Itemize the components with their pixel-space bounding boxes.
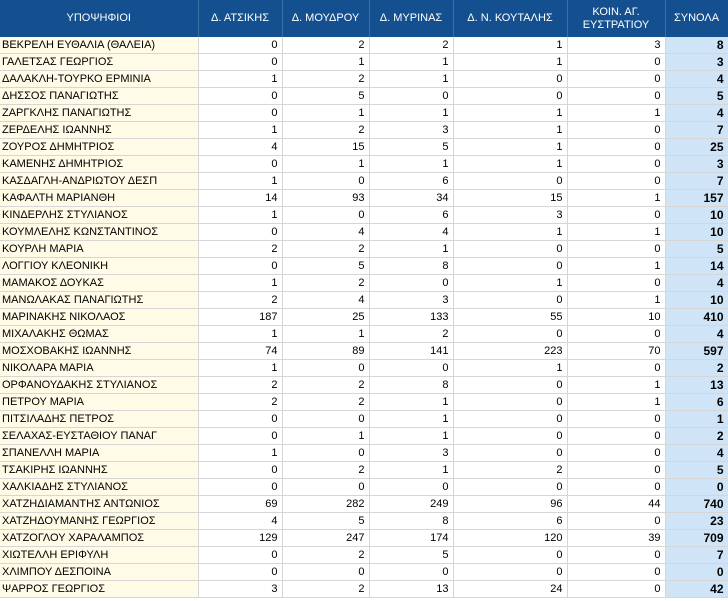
- votes-moudros-cell: 0: [282, 173, 369, 190]
- votes-atsiki-cell: 0: [198, 54, 282, 71]
- votes-myrina-cell: 2: [369, 326, 453, 343]
- votes-moudros-cell: 247: [282, 530, 369, 547]
- table-row: [0, 479, 728, 496]
- votes-atsiki-cell: 3: [198, 581, 282, 598]
- votes-nea-koutali-cell: 0: [453, 564, 567, 581]
- votes-agios-efstratios-cell: 1: [567, 377, 665, 394]
- table-row: [0, 173, 728, 190]
- votes-nea-koutali-cell: 1: [453, 139, 567, 156]
- total-votes-cell: 410: [665, 309, 728, 326]
- votes-atsiki-cell: 1: [198, 326, 282, 343]
- votes-moudros-cell: 2: [282, 462, 369, 479]
- table-row: [0, 343, 728, 360]
- votes-myrina-cell: 0: [369, 564, 453, 581]
- table-row: [0, 139, 728, 156]
- table-row: [0, 360, 728, 377]
- votes-myrina-cell: 5: [369, 139, 453, 156]
- votes-nea-koutali-cell: 0: [453, 173, 567, 190]
- total-votes-cell: 157: [665, 190, 728, 207]
- votes-myrina-cell: 1: [369, 411, 453, 428]
- votes-moudros-cell: 5: [282, 258, 369, 275]
- votes-nea-koutali-cell: 0: [453, 326, 567, 343]
- votes-moudros-cell: 0: [282, 564, 369, 581]
- votes-moudros-cell: 2: [282, 37, 369, 54]
- header-total: ΣΥΝΟΛΑ: [665, 0, 728, 37]
- votes-myrina-cell: 1: [369, 54, 453, 71]
- total-votes-cell: 25: [665, 139, 728, 156]
- table-row: [0, 122, 728, 139]
- votes-nea-koutali-cell: 1: [453, 122, 567, 139]
- table-row: [0, 547, 728, 564]
- votes-myrina-cell: 174: [369, 530, 453, 547]
- votes-moudros-cell: 2: [282, 547, 369, 564]
- votes-moudros-cell: 5: [282, 513, 369, 530]
- votes-nea-koutali-cell: 1: [453, 156, 567, 173]
- votes-atsiki-cell: 2: [198, 377, 282, 394]
- votes-myrina-cell: 1: [369, 462, 453, 479]
- votes-agios-efstratios-cell: 1: [567, 394, 665, 411]
- votes-moudros-cell: 89: [282, 343, 369, 360]
- table-row: [0, 275, 728, 292]
- header-moudros: Δ. ΜΟΥΔΡΟΥ: [282, 0, 369, 37]
- votes-myrina-cell: 0: [369, 479, 453, 496]
- votes-atsiki-cell: 0: [198, 479, 282, 496]
- votes-atsiki-cell: 4: [198, 513, 282, 530]
- table-row: [0, 581, 728, 598]
- total-votes-cell: 4: [665, 326, 728, 343]
- table-row: [0, 207, 728, 224]
- table-body: [0, 37, 728, 598]
- candidate-name-cell: ΝΙΚΟΛΑΡΑ ΜΑΡΙΑ: [0, 360, 198, 377]
- candidate-name-cell: ΚΟΥΡΛΗ ΜΑΡΙΑ: [0, 241, 198, 258]
- votes-moudros-cell: 0: [282, 479, 369, 496]
- votes-moudros-cell: 2: [282, 241, 369, 258]
- votes-agios-efstratios-cell: 0: [567, 139, 665, 156]
- votes-atsiki-cell: 2: [198, 394, 282, 411]
- votes-atsiki-cell: 4: [198, 139, 282, 156]
- table-row: [0, 54, 728, 71]
- votes-myrina-cell: 8: [369, 258, 453, 275]
- votes-moudros-cell: 2: [282, 581, 369, 598]
- votes-myrina-cell: 8: [369, 377, 453, 394]
- candidate-name-cell: ΧΑΤΖΗΔΙΑΜΑΝΤΗΣ ΑΝΤΩΝΙΟΣ: [0, 496, 198, 513]
- table-row: [0, 513, 728, 530]
- candidate-name-cell: ΠΕΤΡΟΥ ΜΑΡΙΑ: [0, 394, 198, 411]
- votes-nea-koutali-cell: 1: [453, 224, 567, 241]
- votes-nea-koutali-cell: 1: [453, 54, 567, 71]
- votes-atsiki-cell: 0: [198, 258, 282, 275]
- votes-agios-efstratios-cell: 0: [567, 360, 665, 377]
- votes-nea-koutali-cell: 2: [453, 462, 567, 479]
- votes-myrina-cell: 249: [369, 496, 453, 513]
- votes-agios-efstratios-cell: 0: [567, 462, 665, 479]
- votes-myrina-cell: 3: [369, 292, 453, 309]
- votes-agios-efstratios-cell: 10: [567, 309, 665, 326]
- votes-nea-koutali-cell: 0: [453, 258, 567, 275]
- votes-agios-efstratios-cell: 0: [567, 581, 665, 598]
- votes-nea-koutali-cell: 0: [453, 71, 567, 88]
- total-votes-cell: 7: [665, 173, 728, 190]
- table-row: [0, 564, 728, 581]
- table-row: [0, 530, 728, 547]
- votes-agios-efstratios-cell: 39: [567, 530, 665, 547]
- candidate-name-cell: ΧΑΤΖΟΓΛΟΥ ΧΑΡΑΛΑΜΠΟΣ: [0, 530, 198, 547]
- total-votes-cell: 2: [665, 428, 728, 445]
- votes-agios-efstratios-cell: 0: [567, 173, 665, 190]
- total-votes-cell: 3: [665, 54, 728, 71]
- candidate-name-cell: ΖΑΡΓΚΛΗΣ ΠΑΝΑΓΙΩΤΗΣ: [0, 105, 198, 122]
- votes-atsiki-cell: 2: [198, 292, 282, 309]
- votes-myrina-cell: 1: [369, 71, 453, 88]
- votes-nea-koutali-cell: 0: [453, 479, 567, 496]
- votes-myrina-cell: 0: [369, 275, 453, 292]
- votes-moudros-cell: 4: [282, 224, 369, 241]
- votes-atsiki-cell: 0: [198, 564, 282, 581]
- votes-myrina-cell: 0: [369, 88, 453, 105]
- votes-nea-koutali-cell: 6: [453, 513, 567, 530]
- votes-agios-efstratios-cell: 0: [567, 479, 665, 496]
- votes-atsiki-cell: 0: [198, 411, 282, 428]
- votes-myrina-cell: 1: [369, 241, 453, 258]
- votes-atsiki-cell: 0: [198, 547, 282, 564]
- votes-agios-efstratios-cell: 0: [567, 241, 665, 258]
- total-votes-cell: 7: [665, 122, 728, 139]
- votes-agios-efstratios-cell: 0: [567, 54, 665, 71]
- votes-moudros-cell: 282: [282, 496, 369, 513]
- header-atsiki: Δ. ΑΤΣΙΚΗΣ: [198, 0, 282, 37]
- votes-moudros-cell: 1: [282, 156, 369, 173]
- votes-moudros-cell: 1: [282, 105, 369, 122]
- total-votes-cell: 10: [665, 207, 728, 224]
- total-votes-cell: 6: [665, 394, 728, 411]
- votes-agios-efstratios-cell: 0: [567, 513, 665, 530]
- votes-agios-efstratios-cell: 0: [567, 71, 665, 88]
- table-row: [0, 309, 728, 326]
- votes-agios-efstratios-cell: 0: [567, 207, 665, 224]
- votes-agios-efstratios-cell: 1: [567, 258, 665, 275]
- votes-atsiki-cell: 1: [198, 275, 282, 292]
- votes-moudros-cell: 0: [282, 411, 369, 428]
- table-row: [0, 190, 728, 207]
- candidate-name-cell: ΚΑΣΔΑΓΛΗ-ΑΝΔΡΙΩΤΟΥ ΔΕΣΠ: [0, 173, 198, 190]
- table-row: [0, 37, 728, 54]
- candidate-name-cell: ΚΟΥΜΛΕΛΗΣ ΚΩΝΣΤΑΝΤΙΝΟΣ: [0, 224, 198, 241]
- votes-moudros-cell: 4: [282, 292, 369, 309]
- votes-moudros-cell: 2: [282, 275, 369, 292]
- votes-agios-efstratios-cell: 0: [567, 428, 665, 445]
- votes-myrina-cell: 141: [369, 343, 453, 360]
- total-votes-cell: 1: [665, 411, 728, 428]
- votes-atsiki-cell: 2: [198, 241, 282, 258]
- total-votes-cell: 4: [665, 275, 728, 292]
- candidate-name-cell: ΚΑΜΕΝΗΣ ΔΗΜΗΤΡΙΟΣ: [0, 156, 198, 173]
- votes-moudros-cell: 93: [282, 190, 369, 207]
- candidate-name-cell: ΓΑΛΕΤΣΑΣ ΓΕΩΡΓΙΟΣ: [0, 54, 198, 71]
- votes-atsiki-cell: 1: [198, 445, 282, 462]
- header-nea-koutali: Δ. Ν. ΚΟΥΤΑΛΗΣ: [453, 0, 567, 37]
- candidate-name-cell: ΜΟΣΧΟΒΑΚΗΣ ΙΩΑΝΝΗΣ: [0, 343, 198, 360]
- total-votes-cell: 2: [665, 360, 728, 377]
- total-votes-cell: 23: [665, 513, 728, 530]
- candidate-name-cell: ΜΙΧΑΛΑΚΗΣ ΘΩΜΑΣ: [0, 326, 198, 343]
- votes-moudros-cell: 2: [282, 394, 369, 411]
- votes-moudros-cell: 2: [282, 122, 369, 139]
- candidate-name-cell: ΨΑΡΡΟΣ ΓΕΩΡΓΙΟΣ: [0, 581, 198, 598]
- votes-myrina-cell: 4: [369, 224, 453, 241]
- votes-nea-koutali-cell: 0: [453, 394, 567, 411]
- candidate-name-cell: ΜΑΝΩΛΑΚΑΣ ΠΑΝΑΓΙΩΤΗΣ: [0, 292, 198, 309]
- votes-atsiki-cell: 1: [198, 173, 282, 190]
- votes-agios-efstratios-cell: 0: [567, 547, 665, 564]
- table-row: [0, 224, 728, 241]
- votes-atsiki-cell: 0: [198, 37, 282, 54]
- votes-moudros-cell: 5: [282, 88, 369, 105]
- candidate-name-cell: ΟΡΦΑΝΟΥΔΑΚΗΣ ΣΤΥΛΙΑΝΟΣ: [0, 377, 198, 394]
- votes-myrina-cell: 3: [369, 122, 453, 139]
- votes-atsiki-cell: 0: [198, 462, 282, 479]
- candidate-name-cell: ΜΑΜΑΚΟΣ ΔΟΥΚΑΣ: [0, 275, 198, 292]
- total-votes-cell: 10: [665, 224, 728, 241]
- votes-nea-koutali-cell: 1: [453, 275, 567, 292]
- candidate-name-cell: ΧΛΙΜΠΟΥ ΔΕΣΠΟΙΝΑ: [0, 564, 198, 581]
- votes-myrina-cell: 13: [369, 581, 453, 598]
- votes-nea-koutali-cell: 0: [453, 241, 567, 258]
- votes-atsiki-cell: 1: [198, 71, 282, 88]
- candidate-name-cell: ΚΑΦΑΛΤΗ ΜΑΡΙΑΝΘΗ: [0, 190, 198, 207]
- votes-agios-efstratios-cell: 70: [567, 343, 665, 360]
- votes-agios-efstratios-cell: 1: [567, 190, 665, 207]
- table-row: [0, 241, 728, 258]
- votes-atsiki-cell: 0: [198, 156, 282, 173]
- total-votes-cell: 4: [665, 105, 728, 122]
- table-row: [0, 88, 728, 105]
- votes-nea-koutali-cell: 0: [453, 445, 567, 462]
- total-votes-cell: 5: [665, 88, 728, 105]
- votes-moudros-cell: 1: [282, 54, 369, 71]
- table-row: [0, 428, 728, 445]
- table-row: [0, 445, 728, 462]
- votes-agios-efstratios-cell: 1: [567, 105, 665, 122]
- total-votes-cell: 7: [665, 547, 728, 564]
- votes-atsiki-cell: 0: [198, 428, 282, 445]
- votes-nea-koutali-cell: 0: [453, 547, 567, 564]
- votes-nea-koutali-cell: 0: [453, 88, 567, 105]
- votes-nea-koutali-cell: 55: [453, 309, 567, 326]
- votes-moudros-cell: 0: [282, 445, 369, 462]
- votes-nea-koutali-cell: 120: [453, 530, 567, 547]
- votes-agios-efstratios-cell: 0: [567, 411, 665, 428]
- votes-atsiki-cell: 129: [198, 530, 282, 547]
- votes-agios-efstratios-cell: 0: [567, 445, 665, 462]
- total-votes-cell: 709: [665, 530, 728, 547]
- votes-agios-efstratios-cell: 0: [567, 156, 665, 173]
- table-row: [0, 496, 728, 513]
- candidate-name-cell: ΠΙΤΣΙΛΑΔΗΣ ΠΕΤΡΟΣ: [0, 411, 198, 428]
- table-row: [0, 326, 728, 343]
- votes-nea-koutali-cell: 1: [453, 360, 567, 377]
- votes-moudros-cell: 0: [282, 360, 369, 377]
- votes-nea-koutali-cell: 0: [453, 428, 567, 445]
- table-row: [0, 71, 728, 88]
- votes-nea-koutali-cell: 0: [453, 377, 567, 394]
- header-agios-efstratios: [567, 0, 665, 37]
- candidate-name-cell: ΛΟΓΓΙΟΥ ΚΛΕΟΝΙΚΗ: [0, 258, 198, 275]
- votes-moudros-cell: 25: [282, 309, 369, 326]
- total-votes-cell: 10: [665, 292, 728, 309]
- votes-myrina-cell: 34: [369, 190, 453, 207]
- total-votes-cell: 5: [665, 462, 728, 479]
- votes-atsiki-cell: 1: [198, 360, 282, 377]
- votes-nea-koutali-cell: 3: [453, 207, 567, 224]
- total-votes-cell: 740: [665, 496, 728, 513]
- table-row: [0, 156, 728, 173]
- votes-atsiki-cell: 69: [198, 496, 282, 513]
- votes-myrina-cell: 5: [369, 547, 453, 564]
- votes-nea-koutali-cell: 96: [453, 496, 567, 513]
- votes-atsiki-cell: 0: [198, 105, 282, 122]
- candidate-name-cell: ΧΑΛΚΙΑΔΗΣ ΣΤΥΛΙΑΝΟΣ: [0, 479, 198, 496]
- total-votes-cell: 0: [665, 564, 728, 581]
- candidate-name-cell: ΣΕΛΑΧΑΣ-ΕΥΣΤΑΘΙΟΥ ΠΑΝΑΓ: [0, 428, 198, 445]
- total-votes-cell: 14: [665, 258, 728, 275]
- votes-myrina-cell: 1: [369, 156, 453, 173]
- total-votes-cell: 3: [665, 156, 728, 173]
- votes-agios-efstratios-cell: 1: [567, 224, 665, 241]
- votes-atsiki-cell: 187: [198, 309, 282, 326]
- total-votes-cell: 597: [665, 343, 728, 360]
- votes-moudros-cell: 2: [282, 71, 369, 88]
- header-agios-efstratios-line1: ΚΟΙΝ. ΑΓ.: [592, 5, 640, 18]
- votes-moudros-cell: 2: [282, 377, 369, 394]
- candidate-name-cell: ΚΙΝΔΕΡΛΗΣ ΣΤΥΛΙΑΝΟΣ: [0, 207, 198, 224]
- table-row: [0, 377, 728, 394]
- votes-myrina-cell: 133: [369, 309, 453, 326]
- total-votes-cell: 42: [665, 581, 728, 598]
- votes-agios-efstratios-cell: 0: [567, 326, 665, 343]
- candidate-name-cell: ΧΑΤΖΗΔΟΥΜΑΝΗΣ ΓΕΩΡΓΙΟΣ: [0, 513, 198, 530]
- header-agios-efstratios-line2: ΕΥΣΤΡΑΤΙΟΥ: [582, 18, 650, 31]
- votes-atsiki-cell: 0: [198, 88, 282, 105]
- votes-agios-efstratios-cell: 0: [567, 275, 665, 292]
- votes-nea-koutali-cell: 223: [453, 343, 567, 360]
- votes-atsiki-cell: 0: [198, 224, 282, 241]
- votes-nea-koutali-cell: 0: [453, 411, 567, 428]
- votes-myrina-cell: 6: [369, 207, 453, 224]
- table-row: [0, 258, 728, 275]
- header-row: [0, 0, 728, 37]
- votes-agios-efstratios-cell: 3: [567, 37, 665, 54]
- votes-agios-efstratios-cell: 0: [567, 122, 665, 139]
- votes-myrina-cell: 1: [369, 428, 453, 445]
- votes-atsiki-cell: 1: [198, 207, 282, 224]
- votes-myrina-cell: 1: [369, 394, 453, 411]
- votes-myrina-cell: 6: [369, 173, 453, 190]
- votes-atsiki-cell: 74: [198, 343, 282, 360]
- votes-moudros-cell: 1: [282, 326, 369, 343]
- candidate-name-cell: ΤΣΑΚΙΡΗΣ ΙΩΑΝΝΗΣ: [0, 462, 198, 479]
- votes-atsiki-cell: 1: [198, 122, 282, 139]
- total-votes-cell: 0: [665, 479, 728, 496]
- header-candidates: ΥΠΟΨΗΦΙΟΙ: [0, 0, 198, 37]
- votes-agios-efstratios-cell: 0: [567, 88, 665, 105]
- candidate-name-cell: ΜΑΡΙΝΑΚΗΣ ΝΙΚΟΛΑΟΣ: [0, 309, 198, 326]
- votes-atsiki-cell: 14: [198, 190, 282, 207]
- votes-moudros-cell: 0: [282, 207, 369, 224]
- total-votes-cell: 8: [665, 37, 728, 54]
- candidate-name-cell: ΖΟΥΡΟΣ ΔΗΜΗΤΡΙΟΣ: [0, 139, 198, 156]
- table-row: [0, 292, 728, 309]
- votes-myrina-cell: 1: [369, 105, 453, 122]
- votes-agios-efstratios-cell: 44: [567, 496, 665, 513]
- votes-nea-koutali-cell: 15: [453, 190, 567, 207]
- candidate-name-cell: ΣΠΑΝΕΛΛΗ ΜΑΡΙΑ: [0, 445, 198, 462]
- table-row: [0, 462, 728, 479]
- votes-myrina-cell: 0: [369, 360, 453, 377]
- votes-nea-koutali-cell: 0: [453, 292, 567, 309]
- votes-nea-koutali-cell: 24: [453, 581, 567, 598]
- votes-myrina-cell: 2: [369, 37, 453, 54]
- total-votes-cell: 5: [665, 241, 728, 258]
- votes-nea-koutali-cell: 1: [453, 37, 567, 54]
- table-row: [0, 105, 728, 122]
- votes-nea-koutali-cell: 1: [453, 105, 567, 122]
- candidate-name-cell: ΒΕΚΡΕΛΗ ΕΥΘΑΛΙΑ (ΘΑΛΕΙΑ): [0, 37, 198, 54]
- candidate-name-cell: ΔΗΣΣΟΣ ΠΑΝΑΓΙΩΤΗΣ: [0, 88, 198, 105]
- votes-moudros-cell: 15: [282, 139, 369, 156]
- candidate-name-cell: ΧΙΩΤΕΛΛΗ ΕΡΙΦΥΛΗ: [0, 547, 198, 564]
- total-votes-cell: 13: [665, 377, 728, 394]
- votes-myrina-cell: 3: [369, 445, 453, 462]
- total-votes-cell: 4: [665, 445, 728, 462]
- votes-agios-efstratios-cell: 0: [567, 564, 665, 581]
- votes-agios-efstratios-cell: 1: [567, 292, 665, 309]
- candidate-name-cell: ΖΕΡΔΕΛΗΣ ΙΩΑΝΝΗΣ: [0, 122, 198, 139]
- votes-myrina-cell: 8: [369, 513, 453, 530]
- table-row: [0, 411, 728, 428]
- table-row: [0, 394, 728, 411]
- total-votes-cell: 4: [665, 71, 728, 88]
- votes-moudros-cell: 1: [282, 428, 369, 445]
- header-myrina: Δ. ΜΥΡΙΝΑΣ: [369, 0, 453, 37]
- candidate-name-cell: ΔΑΛΑΚΛΗ-ΤΟΥΡΚΟ ΕΡΜΙΝΙΑ: [0, 71, 198, 88]
